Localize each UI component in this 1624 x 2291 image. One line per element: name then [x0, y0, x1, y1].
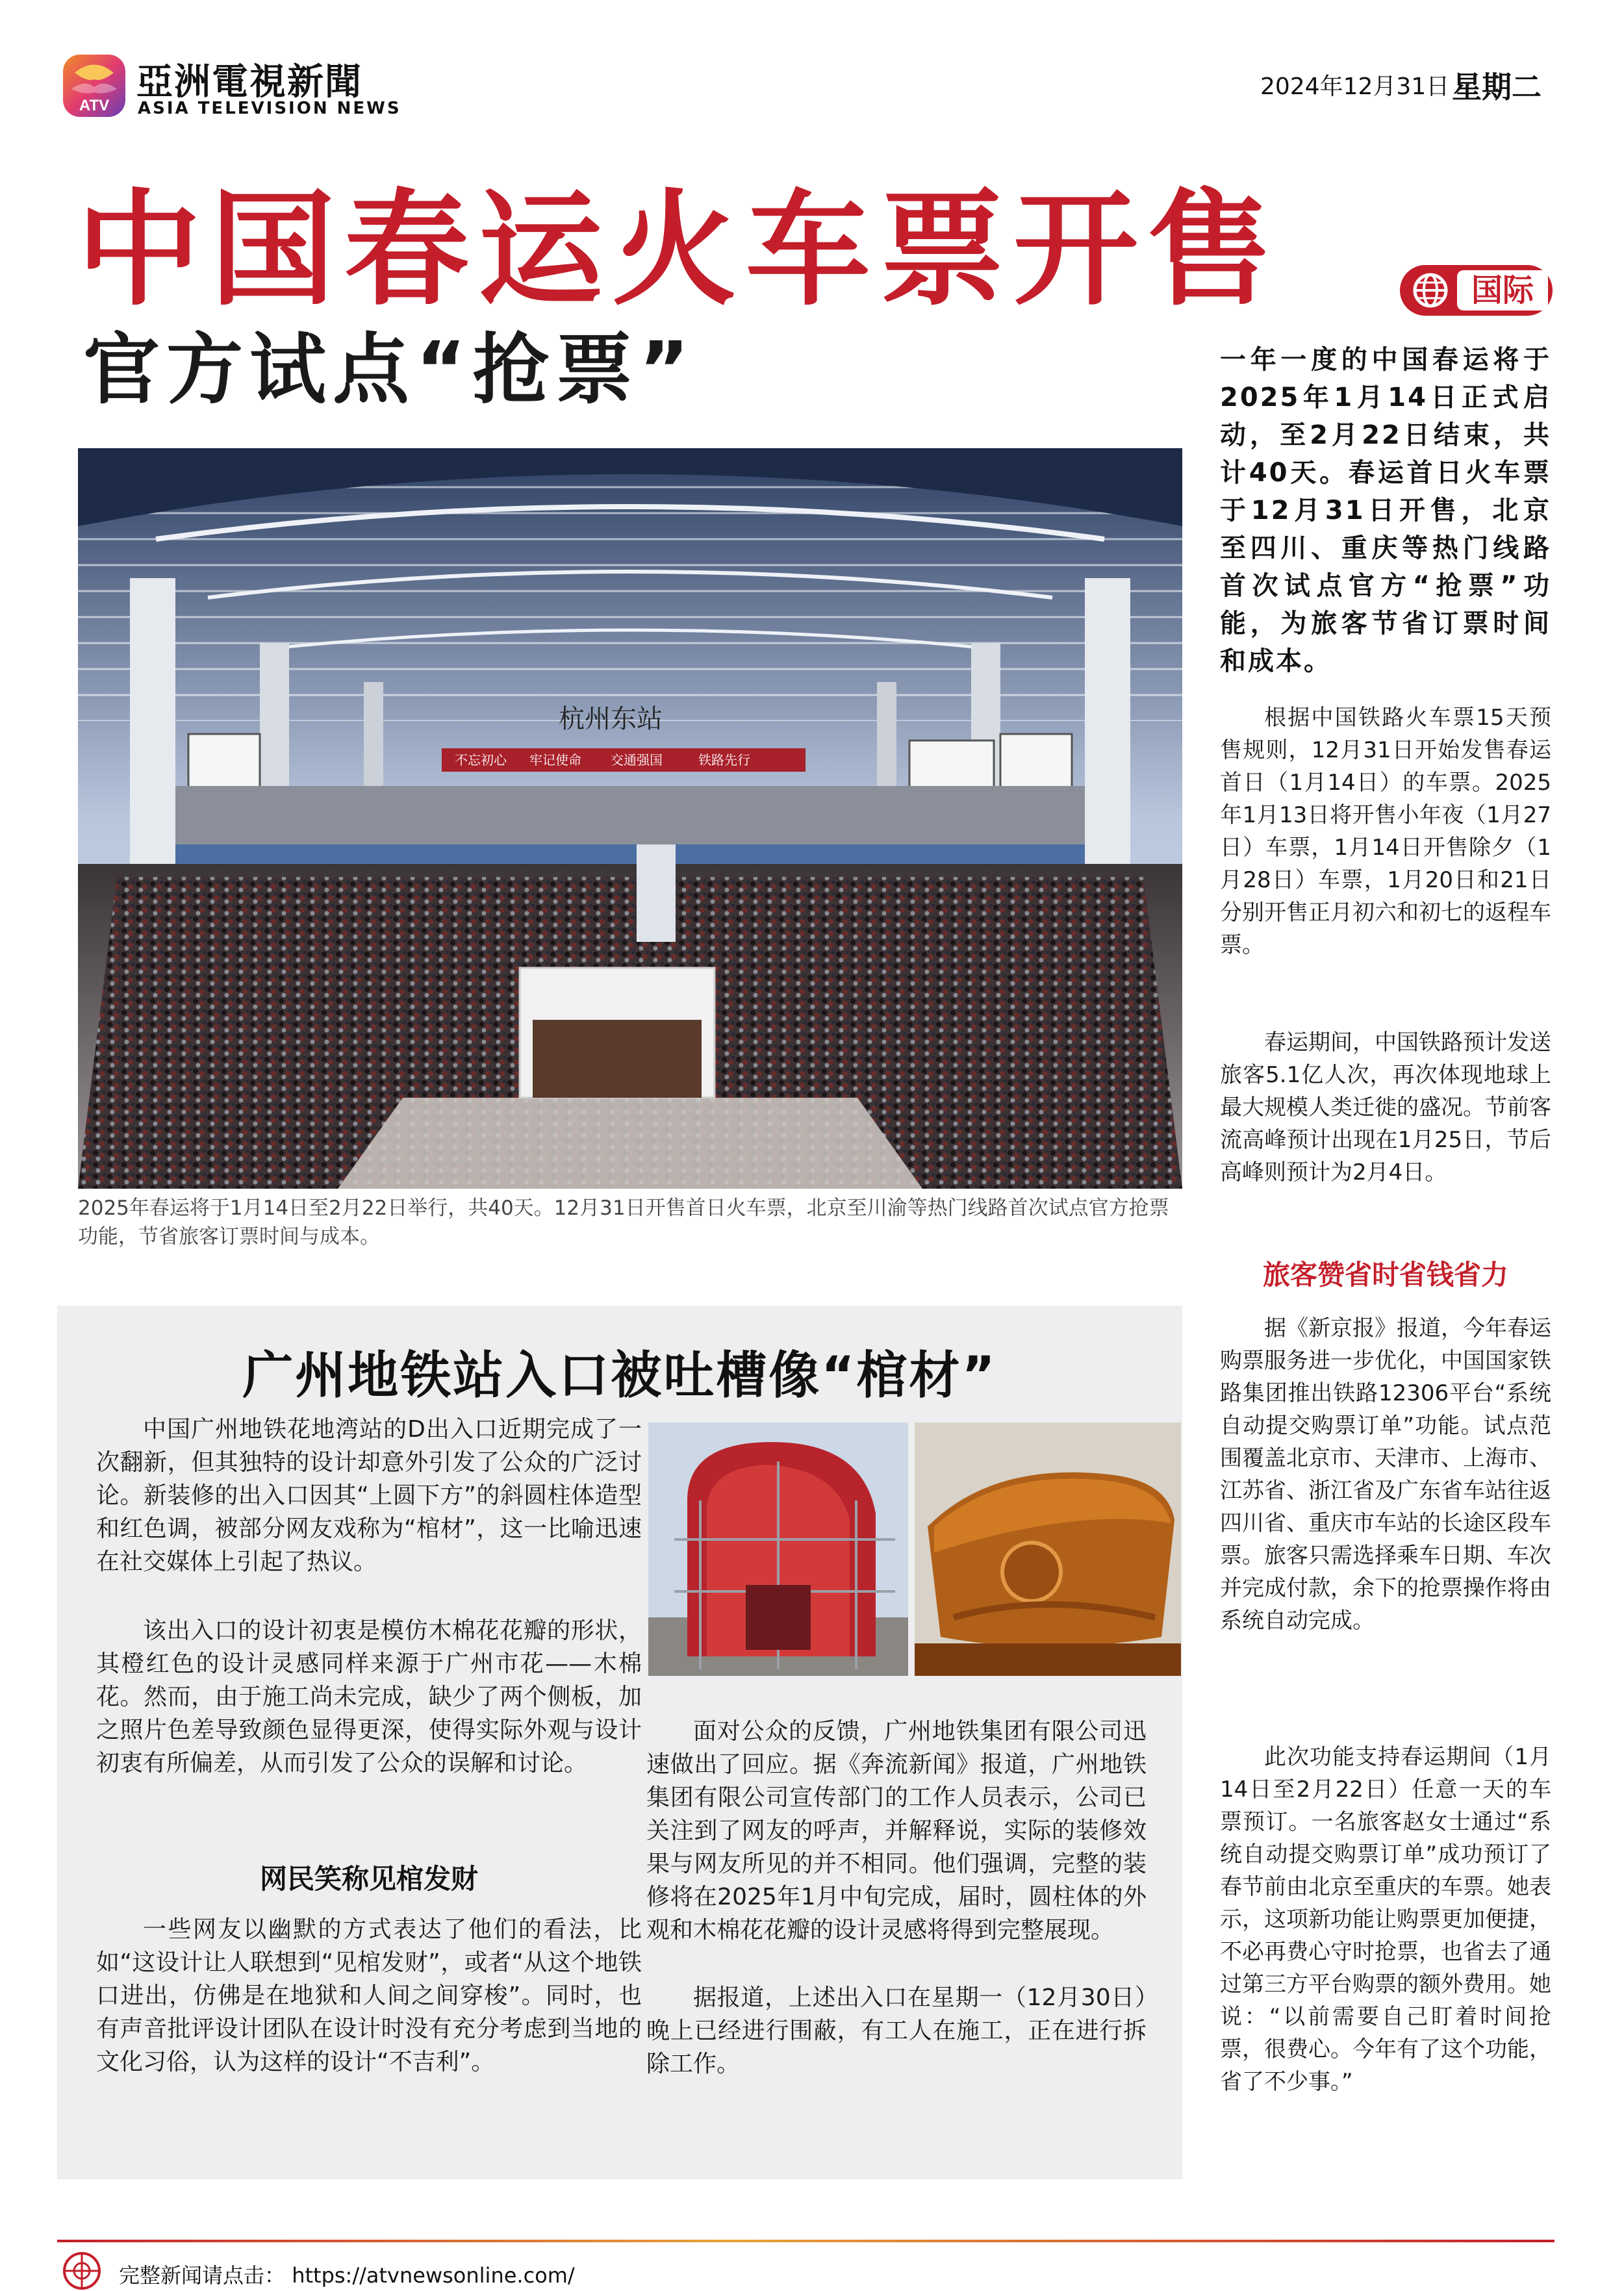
banner-slogan: 牢记使命 — [529, 752, 581, 768]
category-tag-label: 国际 — [1457, 270, 1548, 310]
article-paragraph: 面对公众的反馈，广州地铁集团有限公司迅速做出了回应。据《奔流新闻》报道，广州地铁集团有限公司宣传部门的工作人员表示，公司已关注到了网友的呼声，并解释说，实际的装修效果与网友所见的并不相同。他们强调，完整的装修将在2025年1月中旬完成，届时，圆柱体的外观和木棉花花瓣的设计灵感将得到完整展现。 — [646, 1718, 1147, 1943]
atv-logo — [62, 53, 127, 118]
footer-link[interactable] — [119, 2259, 575, 2289]
subheadline: 官方试点“抢票” — [83, 325, 696, 414]
article-paragraph: 据报道，上述出入口在星期一（12月30日）晚上已经进行围蔽，有工人在施工，正在进行拆除工作。 — [646, 1984, 1147, 2077]
article-paragraph: 中国广州地铁花地湾站的D出入口近期完成了一次翻新，但其独特的设计却意外引发了公众的广泛讨论。新装修的出入口因其“上圆下方”的斜圆柱体造型和红色调，被部分网友戏称为“棺材”，这一比喻迅速在社交媒体上引起了热议。 — [96, 1416, 642, 1575]
footer-url[interactable]: https://atvnewsonline.com/ — [292, 2263, 575, 2288]
section-subheading: 旅客赞省时省钱省力 — [1262, 1259, 1508, 1291]
issue-weekday: 星期二 — [1452, 70, 1542, 105]
logo-text: ATV — [79, 97, 110, 114]
footer-divider — [57, 2240, 1554, 2242]
banner-slogan: 不忘初心 — [455, 752, 507, 768]
globe-icon — [1408, 268, 1453, 312]
station-hall-photo — [78, 448, 1182, 1189]
article-paragraph: 此次功能支持春运期间（1月14日至2月22日）任意一天的车票预订。一名旅客赵女士通过“系统自动提交购票订单”成功预订了春节前由北京至重庆的车票。她表示，这项新功能让购票更加便捷，不必再费心守时抢票，也省去了通过第三方平台购票的额外费用。她说：“以前需要自己盯着时间抢票，很费心。今年有了这个功能，省了不少事。” — [1220, 1744, 1551, 2095]
banner-slogan: 交通强国 — [611, 752, 663, 768]
article-paragraph: 据《新京报》报道，今年春运购票服务进一步优化，中国国家铁路集团推出铁路12306平台“系统自动提交购票订单”功能。试点范围覆盖北京市、天津市、上海市、江苏省、浙江省及广东省车站往返四川省、重庆市车站的长途区段车票。旅客只需选择乘车日期、车次并完成付款，余下的抢票操作将由系统自动完成。 — [1220, 1315, 1551, 1634]
footer-label: 完整新闻请点击： — [119, 2263, 286, 2288]
photo-caption: 2025年春运将于1月14日至2月22日举行，共40天。12月31日开售首日火车票，北京至川渝等热门线路首次试点官方抢票功能，节省旅客订票时间与成本。 — [78, 1196, 1169, 1248]
article-paragraph: 根据中国铁路火车票15天预售规则，12月31日开始发售春运首日（1月14日）的车票。2025年1月13日将开售小年夜（1月27日）车票，1月14日开售除夕（1月28日）车票，1月20日和21日分别开售正月初六和初七的返程车票。 — [1220, 705, 1551, 958]
banner-slogan: 铁路先行 — [698, 752, 750, 768]
secondary-story-title: 广州地铁站入口被吐槽像“棺材” — [242, 1347, 997, 1405]
issue-date: 2024年12月31日 — [1260, 73, 1450, 100]
headline: 中国春运火车票开售 — [77, 178, 1281, 323]
article-paragraph: 春运期间，中国铁路预计发送旅客5.1亿人次，再次体现地球上最大规模人类迁徙的盛况。节前客流高峰预计出现在1月25日，节后高峰则预计为2月4日。 — [1220, 1030, 1551, 1185]
brand-name-chinese: 亞洲電視新聞 — [136, 61, 362, 103]
coffin-photo — [915, 1423, 1181, 1676]
section-subheading: 网民笑称见棺发财 — [259, 1863, 478, 1895]
lead-paragraph: 一年一度的中国春运将于2025年1月14日正式启动，至2月22日结束，共计40天。春运首日火车票于12月31日开售，北京至四川、重庆等热门线路首次试点官方“抢票”功能，为旅客节省订票时间和成本。 — [1220, 345, 1551, 676]
article-paragraph: 该出入口的设计初衷是模仿木棉花花瓣的形状，其橙红色的设计灵感同样来源于广州市花——木棉花。然而，由于施工尚未完成，缺少了两个侧板，加之照片色差导致颜色显得更深，使得实际外观与设计初衷有所偏差，从而引发了公众的误解和讨论。 — [96, 1617, 642, 1777]
subway-entrance-photo — [648, 1423, 908, 1676]
article-paragraph: 一些网友以幽默的方式表达了他们的看法，比如“这设计让人联想到“见棺发财”，或者“从这个地铁口进出，仿佛是在地狱和人间之间穿梭”。同时，也有声音批评设计团队在设计时没有充分考虑到当地的文化习俗，认为这样的设计“不吉利”。 — [96, 1916, 642, 2075]
brand-name-english: ASIA TELEVISION NEWS — [138, 99, 401, 118]
news-link-icon — [62, 2251, 102, 2291]
station-sign: 杭州东站 — [559, 704, 663, 734]
